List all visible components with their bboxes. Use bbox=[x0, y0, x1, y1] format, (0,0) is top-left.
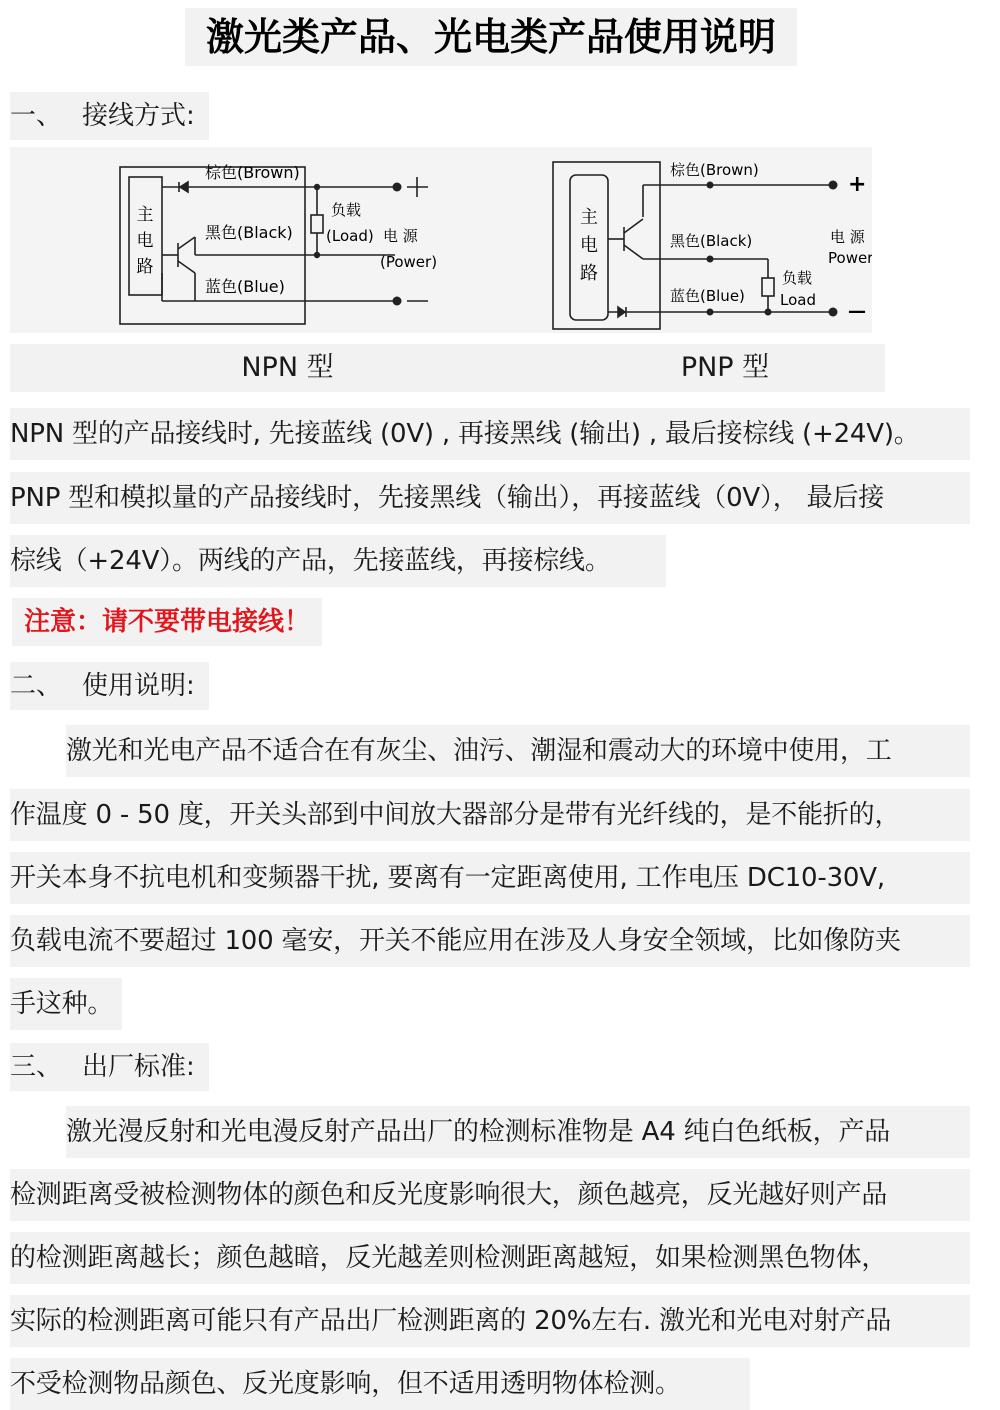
load-label-cn: 负载 bbox=[782, 269, 813, 287]
circuit-label-3: 路 bbox=[136, 257, 154, 277]
standard-text-line-3: 的检测距离越长；颜色越暗，反光越差则检测距离越短，如果检测黑色物体， bbox=[10, 1232, 970, 1284]
wiring-text-line-3: 棕线（+24V）。两线的产品，先接蓝线，再接棕线。 bbox=[10, 535, 666, 587]
load-label-en: (Load) bbox=[326, 227, 374, 245]
section-number: 一、 bbox=[10, 101, 63, 131]
black-wire-label: 黑色(Black) bbox=[205, 223, 293, 242]
power-label-cn: 电 源 bbox=[383, 227, 418, 245]
usage-text-line-1: 激光和光电产品不适合在有灰尘、油污、潮湿和震动大的环境中使用，工 bbox=[66, 725, 970, 777]
section-number: 二、 bbox=[10, 671, 63, 701]
npn-type-label: NPN 型 bbox=[10, 344, 565, 392]
circuit-label-1: 主 bbox=[580, 207, 598, 228]
wiring-text-line-2: PNP 型和模拟量的产品接线时，先接黑线（输出），再接蓝线（0V）， 最后接 bbox=[10, 472, 970, 524]
usage-text-line-4: 负载电流不要超过 100 毫安，开关不能应用在涉及人身安全领域，比如像防夹 bbox=[10, 915, 970, 967]
page-title: 激光类产品、光电类产品使用说明 bbox=[185, 8, 797, 66]
circuit-label-1: 主 bbox=[136, 205, 154, 225]
pnp-circuit-svg bbox=[448, 147, 872, 333]
npn-circuit-svg bbox=[10, 147, 450, 333]
pnp-wiring-diagram bbox=[448, 147, 872, 333]
blue-wire-label: 蓝色(Blue) bbox=[205, 277, 285, 296]
blue-wire-label: 蓝色(Blue) bbox=[670, 287, 745, 305]
power-label-en: Power bbox=[828, 249, 872, 267]
black-wire-label: 黑色(Black) bbox=[670, 232, 753, 250]
brown-wire-label: 棕色(Brown) bbox=[205, 163, 300, 182]
standard-text-line-5: 不受检测物品颜色、反光度影响，但不适用透明物体检测。 bbox=[10, 1358, 750, 1410]
section-number: 三、 bbox=[10, 1052, 63, 1082]
usage-text-line-3: 开关本身不抗电机和变频器干扰, 要离有一定距离使用, 工作电压 DC10-30V, bbox=[10, 852, 970, 904]
circuit-label-2: 电 bbox=[136, 231, 154, 251]
pnp-type-label: PNP 型 bbox=[565, 344, 885, 392]
load-label-en: Load bbox=[780, 291, 816, 309]
power-label-cn: 电 源 bbox=[830, 228, 865, 246]
circuit-label-3: 路 bbox=[580, 263, 598, 284]
plus-terminal: + bbox=[848, 172, 867, 197]
usage-text-line-2: 作温度 0 - 50 度，开关头部到中间放大器部分是带有光纤线的，是不能折的， bbox=[10, 789, 970, 841]
standard-text-line-1: 激光漫反射和光电漫反射产品出厂的检测标准物是 A4 纯白色纸板，产品 bbox=[66, 1106, 970, 1158]
section-label: 使用说明: bbox=[82, 671, 195, 701]
npn-wiring-diagram bbox=[10, 147, 450, 333]
section-label: 出厂标准: bbox=[82, 1052, 195, 1082]
load-label-cn: 负载 bbox=[331, 201, 362, 219]
circuit-label-2: 电 bbox=[580, 235, 598, 256]
warning-text: 注意：请不要带电接线！ bbox=[12, 598, 322, 646]
section-heading-usage bbox=[10, 662, 209, 710]
standard-text-line-4: 实际的检测距离可能只有产品出厂检测距离的 20%左右. 激光和光电对射产品 bbox=[10, 1295, 970, 1347]
minus-terminal: — bbox=[848, 301, 866, 322]
section-heading-wiring bbox=[10, 92, 209, 140]
section-heading-factory-standard bbox=[10, 1043, 209, 1091]
section-label: 接线方式: bbox=[82, 101, 195, 131]
brown-wire-label: 棕色(Brown) bbox=[670, 161, 759, 179]
usage-text-line-5: 手这种。 bbox=[10, 978, 122, 1030]
standard-text-line-2: 检测距离受被检测物体的颜色和反光度影响很大，颜色越亮，反光越好则产品 bbox=[10, 1169, 970, 1221]
wiring-text-line-1: NPN 型的产品接线时, 先接蓝线 (0V) , 再接黑线 (输出) , 最后接棕线 (+24V)。 bbox=[10, 408, 970, 460]
power-label-en: (Power) bbox=[380, 253, 438, 271]
